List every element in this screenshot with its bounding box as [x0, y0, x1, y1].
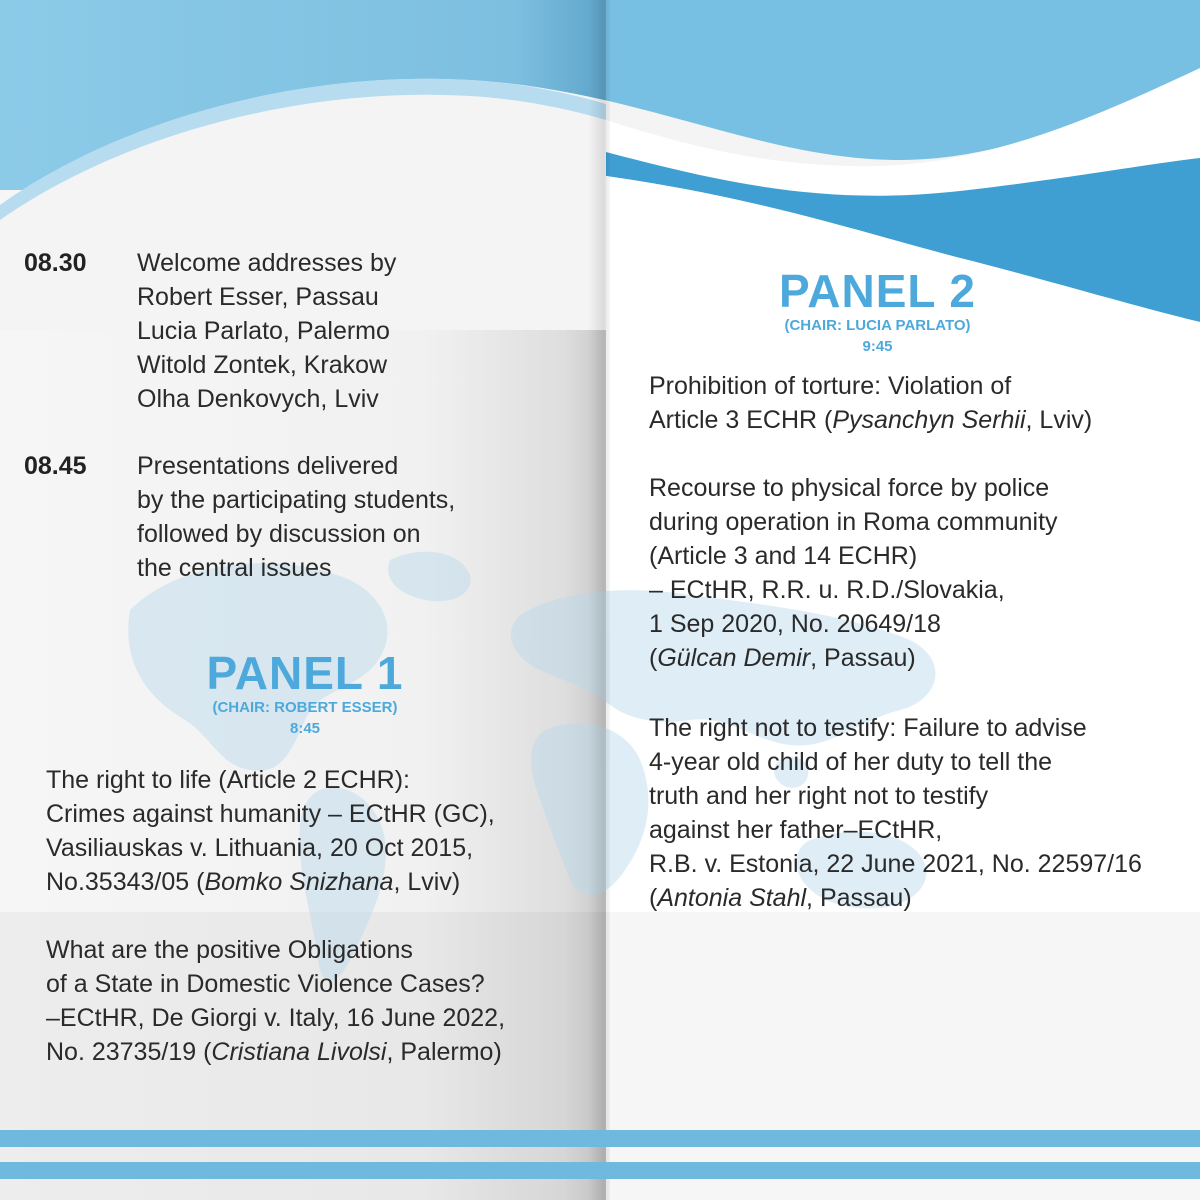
text-line: the central issues: [137, 554, 332, 582]
text-line: 4-year old child of her duty to tell the: [649, 748, 1053, 776]
panel-2-talk-1: [649, 369, 1194, 437]
text-line: [649, 641, 1194, 675]
text-line: during operation in Roma community: [649, 508, 1058, 536]
panel-2-talk-3: [649, 711, 1194, 915]
citation-suffix: , Lviv): [393, 868, 461, 896]
text-line: [46, 1035, 591, 1069]
citation-suffix: , Passau): [806, 884, 912, 912]
panel-time: 8:45: [289, 720, 321, 737]
text-line: by the participating students,: [137, 486, 456, 514]
author-name: Gülcan Demir: [657, 644, 811, 672]
text-line: Recourse to physical force by police: [649, 474, 1050, 502]
citation-suffix: , Passau): [810, 644, 916, 672]
footer-stripe-bottom: [0, 1162, 1200, 1179]
text-line: R.B. v. Estonia, 22 June 2021, No. 22597/16: [649, 850, 1142, 878]
author-name: Bomko Snizhana: [204, 868, 394, 896]
text-line: Witold Zontek, Krakow: [137, 351, 388, 379]
schedule-text: [137, 449, 597, 585]
text-line: of a State in Domestic Violence Cases?: [46, 970, 485, 998]
text-line: Welcome addresses by: [137, 249, 397, 277]
panel-2-talk-2: [649, 471, 1194, 675]
panel-title: PANEL 2: [778, 265, 977, 317]
text-line: Lucia Parlato, Palermo: [137, 317, 390, 345]
text-line: [46, 865, 591, 899]
text-line: Presentations delivered: [137, 452, 399, 480]
text-line: –ECtHR, De Giorgi v. Italy, 16 June 2022,: [46, 1004, 506, 1032]
citation-suffix: , Lviv): [1025, 406, 1093, 434]
text-line: followed by discussion on: [137, 520, 421, 548]
citation-prefix: (: [649, 884, 658, 912]
text-line: Vasiliauskas v. Lithuania, 20 Oct 2015,: [46, 834, 474, 862]
panel-1-heading: [150, 648, 460, 740]
panel-title: PANEL 1: [206, 647, 404, 699]
text-line: against her father–ECtHR,: [649, 816, 943, 844]
text-line: The right to life (Article 2 ECHR):: [46, 766, 410, 794]
page-fold: [588, 0, 610, 1200]
panel-chair: (CHAIR: LUCIA PARLATO): [784, 317, 971, 334]
citation-prefix: No.35343/05 (: [46, 868, 205, 896]
citation-prefix: No. 23735/19 (: [46, 1038, 212, 1066]
panel-2-heading: [720, 266, 1035, 358]
text-line: Crimes against humanity – ECtHR (GC),: [46, 800, 495, 828]
schedule-time: 08.30: [24, 249, 87, 277]
schedule-time: 08.45: [24, 452, 87, 480]
text-line: Robert Esser, Passau: [137, 283, 379, 311]
panel-time: 9:45: [862, 338, 893, 355]
text-line: truth and her right not to testify: [649, 782, 989, 810]
panel-1-talk-1: [46, 763, 591, 899]
text-line: – ECtHR, R.R. u. R.D./Slovakia,: [649, 576, 1005, 604]
citation-prefix: (: [649, 644, 658, 672]
citation-prefix: Article 3 ECHR (: [649, 406, 833, 434]
text-line: 1 Sep 2020, No. 20649/18: [649, 610, 941, 638]
footer-stripe-top: [0, 1130, 1200, 1147]
text-line: [649, 881, 1194, 915]
text-line: What are the positive Obligations: [46, 936, 413, 964]
citation-suffix: , Palermo): [386, 1038, 502, 1066]
text-line: Prohibition of torture: Violation of: [649, 372, 1012, 400]
author-name: Cristiana Livolsi: [211, 1038, 387, 1066]
panel-1-talk-2: [46, 933, 591, 1069]
text-line: [649, 403, 1194, 437]
author-name: Antonia Stahl: [657, 884, 807, 912]
author-name: Pysanchyn Serhii: [832, 406, 1026, 434]
text-line: (Article 3 and 14 ECHR): [649, 542, 918, 570]
text-line: The right not to testify: Failure to advise: [649, 714, 1087, 742]
panel-chair: (CHAIR: ROBERT ESSER): [212, 699, 398, 716]
text-line: Olha Denkovych, Lviv: [137, 385, 379, 413]
schedule-text: [137, 246, 597, 416]
